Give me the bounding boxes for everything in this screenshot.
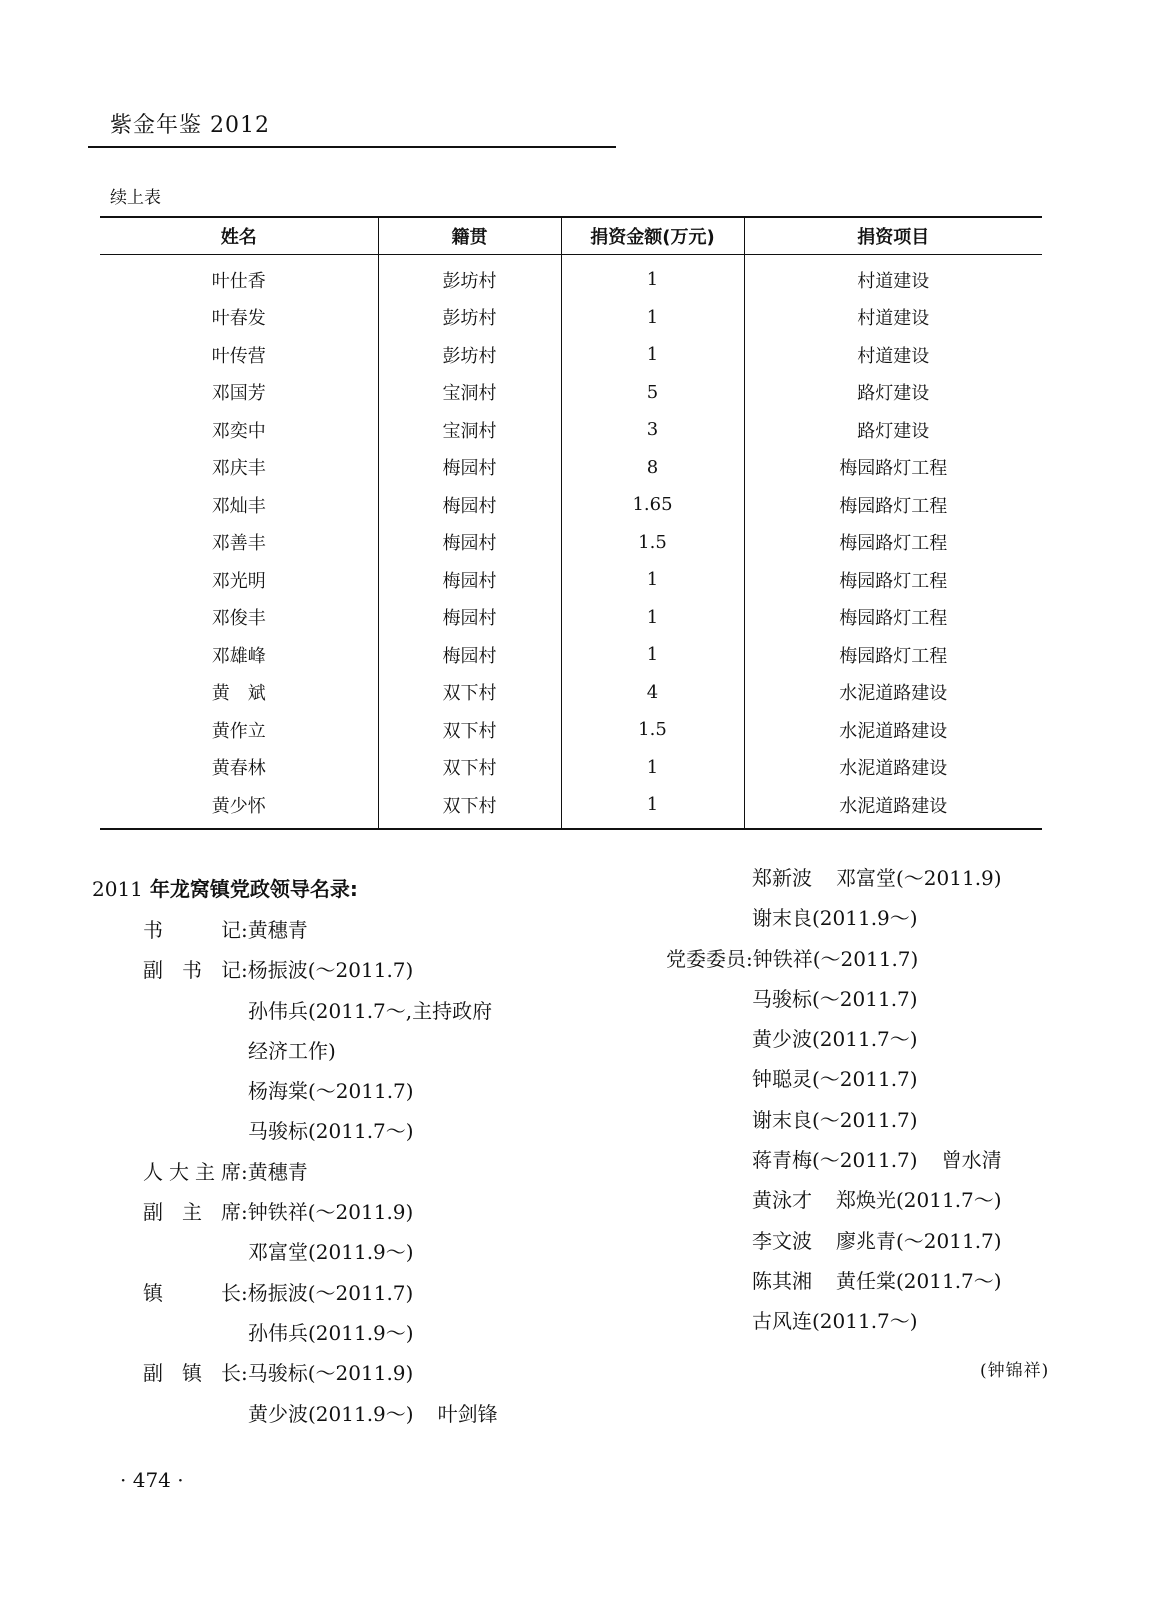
- column-header-amount: 捐资金额(万元): [561, 217, 744, 255]
- cell-name: 黄 斌: [211, 683, 266, 705]
- cell-project: 梅园路灯工程: [744, 599, 1042, 637]
- role-separator: :: [241, 1159, 248, 1184]
- leader-entry: [143, 1394, 498, 1434]
- donation-table: [100, 216, 1042, 830]
- cell-project: 梅园路灯工程: [744, 561, 1042, 599]
- cell-amount: 1.5: [561, 711, 744, 749]
- leader-name: 陈其湘: [752, 1268, 812, 1293]
- cell-amount: 1.5: [561, 524, 744, 562]
- leader-name: 李文波: [752, 1228, 812, 1253]
- leaders-title-year: 2011: [92, 877, 143, 901]
- header-rule: [88, 146, 616, 148]
- leader-role: 党委委员: [666, 946, 746, 971]
- leader-entry: [143, 1232, 498, 1272]
- leader-entry: [143, 910, 498, 950]
- cell-project: 水泥道路建设: [744, 674, 1042, 712]
- leader-entry: [648, 1180, 1002, 1220]
- leader-entry: [143, 950, 498, 990]
- leader-entry: [143, 1273, 498, 1313]
- leader-entry: [648, 1059, 1002, 1099]
- leader-name: 马骏标(2011.7～): [248, 1119, 414, 1144]
- cell-project: 村道建设: [744, 299, 1042, 337]
- role-separator: :: [241, 918, 248, 942]
- leaders-left-column: [143, 910, 498, 1434]
- leader-name: 经济工作): [248, 1038, 336, 1063]
- author-credit: (钟锦祥): [980, 1361, 1050, 1381]
- table-row: [100, 524, 1042, 562]
- cell-amount: 4: [561, 674, 744, 712]
- leader-name: 黄泳才: [752, 1188, 812, 1213]
- cell-project: 梅园路灯工程: [744, 486, 1042, 524]
- cell-name: 叶传营: [211, 345, 266, 367]
- cell-origin: 宝洞村: [378, 374, 561, 412]
- running-header-title: 紫金年鉴 2012: [110, 113, 270, 138]
- cell-project: 水泥道路建设: [744, 786, 1042, 829]
- leader-role: 副书记: [143, 958, 241, 983]
- table-row: [100, 336, 1042, 374]
- table-row: [100, 674, 1042, 712]
- leader-entry: [143, 1313, 498, 1353]
- cell-origin: 梅园村: [378, 486, 561, 524]
- cell-amount: 1: [561, 636, 744, 674]
- leader-entry: [648, 1019, 1002, 1059]
- cell-amount: 1: [561, 336, 744, 374]
- leader-role: 副主席: [143, 1200, 241, 1225]
- cell-origin: 梅园村: [378, 636, 561, 674]
- cell-amount: 5: [561, 374, 744, 412]
- leader-name: 杨振波(～2011.7): [247, 958, 414, 983]
- cell-amount: 1.65: [561, 486, 744, 524]
- table-row: [100, 561, 1042, 599]
- cell-project: 梅园路灯工程: [744, 524, 1042, 562]
- leader-name: 邓富堂(～2011.9): [836, 866, 1002, 890]
- leaders-section-title: [92, 873, 358, 902]
- leader-entry: [648, 1221, 1002, 1261]
- leader-entry: [648, 1100, 1002, 1140]
- cell-amount: 1: [561, 255, 744, 299]
- cell-name: 邓雄峰: [211, 645, 266, 667]
- cell-amount: 1: [561, 599, 744, 637]
- cell-origin: 梅园村: [378, 524, 561, 562]
- leader-name: 孙伟兵(2011.7～,主持政府: [248, 998, 493, 1023]
- leader-name: 古风连(2011.7～): [752, 1309, 918, 1334]
- table-row: [100, 255, 1042, 299]
- leader-name: 叶剑锋: [437, 1401, 498, 1426]
- table-header-row: [100, 217, 1042, 255]
- leader-role: 副镇长: [143, 1361, 241, 1386]
- cell-origin: 双下村: [378, 711, 561, 749]
- table-row: [100, 449, 1042, 487]
- column-header-origin: 籍贯: [378, 217, 561, 255]
- table-row: [100, 599, 1042, 637]
- column-header-name: 姓名: [100, 217, 378, 255]
- cell-amount: 1: [561, 749, 744, 787]
- leader-name: 孙伟兵(2011.9～): [248, 1320, 414, 1345]
- page-number: · 474 ·: [120, 1468, 184, 1492]
- role-separator: :: [241, 1200, 248, 1225]
- cell-name: 叶仕香: [211, 270, 266, 292]
- cell-origin: 梅园村: [378, 561, 561, 599]
- leader-entry: [648, 979, 1002, 1019]
- cell-origin: 双下村: [378, 786, 561, 829]
- leader-entry: [648, 1261, 1002, 1301]
- cell-origin: 彭坊村: [378, 336, 561, 374]
- role-separator: :: [241, 958, 248, 983]
- cell-project: 村道建设: [744, 255, 1042, 299]
- cell-amount: 1: [561, 561, 744, 599]
- cell-name: 黄春林: [211, 758, 266, 780]
- cell-project: 梅园路灯工程: [744, 449, 1042, 487]
- cell-project: 路灯建设: [744, 374, 1042, 412]
- leader-name: 黄穗青: [247, 918, 308, 942]
- leader-name: 钟聪灵(～2011.7): [752, 1067, 918, 1092]
- table-row: [100, 636, 1042, 674]
- cell-project: 梅园路灯工程: [744, 636, 1042, 674]
- leader-name: 邓富堂(2011.9～): [248, 1240, 414, 1265]
- role-separator: :: [241, 1280, 248, 1305]
- column-header-project: 捐资项目: [744, 217, 1042, 255]
- table-row: [100, 749, 1042, 787]
- leader-name: 蒋青梅(～2011.7): [752, 1148, 918, 1173]
- table-row: [100, 486, 1042, 524]
- leader-name: 廖兆青(～2011.7): [836, 1228, 1002, 1253]
- leader-entry: [143, 1031, 498, 1071]
- table-row: [100, 299, 1042, 337]
- leader-name: 郑焕光(2011.7～): [836, 1188, 1002, 1213]
- cell-name: 邓奕中: [211, 420, 266, 442]
- leader-name: 郑新波: [752, 866, 812, 890]
- leader-entry: [648, 898, 1002, 938]
- leader-name: 谢末良(2011.9～): [752, 906, 918, 931]
- cell-project: 村道建设: [744, 336, 1042, 374]
- cell-project: 路灯建设: [744, 411, 1042, 449]
- role-separator: :: [746, 946, 753, 971]
- cell-origin: 彭坊村: [378, 255, 561, 299]
- cell-project: 水泥道路建设: [744, 711, 1042, 749]
- cell-origin: 梅园村: [378, 449, 561, 487]
- leader-entry: [648, 939, 1002, 979]
- leader-entry: [648, 858, 1002, 898]
- cell-name: 邓善丰: [211, 533, 266, 555]
- leader-name: 黄穗青: [247, 1159, 308, 1184]
- leader-name: 黄任棠(2011.7～): [836, 1268, 1002, 1293]
- cell-name: 黄作立: [211, 720, 266, 742]
- leader-entry: [143, 1353, 498, 1393]
- leader-entry: [648, 1301, 1002, 1341]
- leader-name: 黄少波(2011.7～): [752, 1027, 918, 1052]
- cell-name: 邓灿丰: [211, 495, 266, 517]
- leader-name: 曾水清: [941, 1148, 1002, 1173]
- cell-name: 邓俊丰: [211, 608, 266, 630]
- cell-name: 邓光明: [211, 570, 266, 592]
- cell-origin: 梅园村: [378, 599, 561, 637]
- cell-name: 黄少怀: [211, 795, 266, 817]
- table-continued-label: 续上表: [110, 188, 161, 208]
- role-separator: :: [241, 1361, 248, 1386]
- leader-name: 杨振波(～2011.7): [247, 1280, 414, 1305]
- cell-name: 叶春发: [211, 308, 266, 330]
- cell-name: 邓国芳: [211, 383, 266, 405]
- cell-amount: 3: [561, 411, 744, 449]
- cell-origin: 双下村: [378, 674, 561, 712]
- leader-name: 马骏标(～2011.9): [247, 1361, 414, 1386]
- leader-name: 杨海棠(～2011.7): [248, 1079, 414, 1104]
- leader-entry: [143, 1152, 498, 1192]
- leader-role: 书记: [143, 918, 241, 942]
- cell-amount: 1: [561, 786, 744, 829]
- table-row: [100, 374, 1042, 412]
- leader-name: 钟铁祥(～2011.9): [247, 1200, 414, 1225]
- leader-role: 人大主席: [143, 1159, 241, 1184]
- table-row: [100, 711, 1042, 749]
- leader-entry: [143, 991, 498, 1031]
- cell-name: 邓庆丰: [211, 458, 266, 480]
- leaders-title-text: 年龙窝镇党政领导名录:: [149, 877, 358, 901]
- leader-entry: [648, 1140, 1002, 1180]
- cell-amount: 1: [561, 299, 744, 337]
- leader-name: 谢末良(～2011.7): [752, 1107, 918, 1132]
- table-row: [100, 411, 1042, 449]
- cell-project: 水泥道路建设: [744, 749, 1042, 787]
- cell-origin: 双下村: [378, 749, 561, 787]
- cell-amount: 8: [561, 449, 744, 487]
- leader-name: 钟铁祥(～2011.7): [752, 946, 919, 971]
- leader-entry: [143, 1071, 498, 1111]
- leader-name: 马骏标(～2011.7): [752, 986, 918, 1011]
- leader-role: 镇长: [143, 1280, 241, 1305]
- leader-name: 黄少波(2011.9～): [248, 1401, 414, 1426]
- leader-entry: [143, 1192, 498, 1232]
- leader-entry: [143, 1111, 498, 1151]
- cell-origin: 宝洞村: [378, 411, 561, 449]
- leaders-right-column: [648, 858, 1002, 1342]
- cell-origin: 彭坊村: [378, 299, 561, 337]
- table-row: [100, 786, 1042, 829]
